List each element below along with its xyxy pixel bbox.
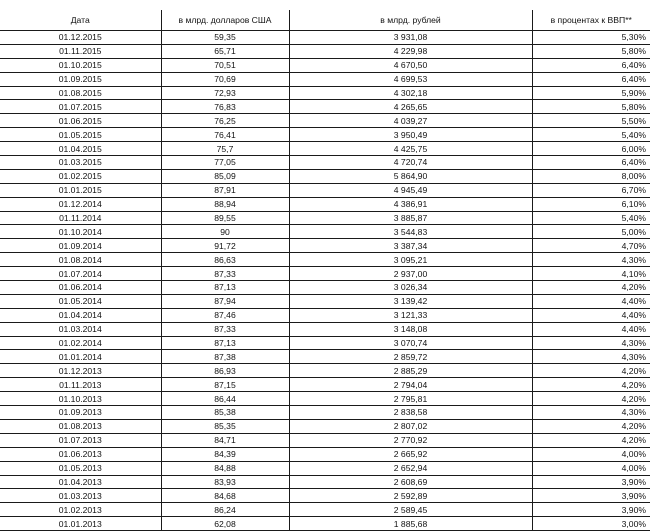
cell-date: 01.09.2015 [0, 72, 161, 86]
cell-usd: 89,55 [161, 211, 289, 225]
cell-gdp: 4,30% [532, 406, 650, 420]
table-row [0, 378, 650, 392]
cell-gdp: 4,20% [532, 419, 650, 433]
cell-rub: 4 386,91 [289, 197, 532, 211]
header-rub-billions: в млрд. рублей [289, 10, 532, 31]
table-row [0, 475, 650, 489]
cell-rub: 2 794,04 [289, 378, 532, 392]
table-row [0, 503, 650, 517]
cell-rub: 4 670,50 [289, 58, 532, 72]
cell-date: 01.03.2015 [0, 156, 161, 170]
table-row [0, 31, 650, 45]
cell-gdp: 6,40% [532, 58, 650, 72]
cell-gdp: 4,20% [532, 281, 650, 295]
cell-rub: 3 885,87 [289, 211, 532, 225]
cell-rub: 3 950,49 [289, 128, 532, 142]
cell-rub: 4 039,27 [289, 114, 532, 128]
cell-gdp: 6,10% [532, 197, 650, 211]
cell-usd: 85,35 [161, 419, 289, 433]
table-row [0, 433, 650, 447]
cell-rub: 3 148,08 [289, 322, 532, 336]
cell-date: 01.08.2015 [0, 86, 161, 100]
table-row [0, 156, 650, 170]
cell-rub: 2 592,89 [289, 489, 532, 503]
cell-gdp: 5,00% [532, 225, 650, 239]
cell-date: 01.12.2015 [0, 31, 161, 45]
cell-date: 01.02.2013 [0, 503, 161, 517]
table-row [0, 58, 650, 72]
cell-gdp: 5,40% [532, 128, 650, 142]
cell-date: 01.07.2014 [0, 267, 161, 281]
cell-gdp: 4,20% [532, 392, 650, 406]
cell-date: 01.01.2014 [0, 350, 161, 364]
cell-date: 01.05.2013 [0, 461, 161, 475]
cell-date: 01.09.2014 [0, 239, 161, 253]
cell-date: 01.06.2014 [0, 281, 161, 295]
cell-date: 01.01.2013 [0, 517, 161, 531]
cell-gdp: 4,30% [532, 350, 650, 364]
cell-usd: 65,71 [161, 44, 289, 58]
table-row [0, 72, 650, 86]
cell-date: 01.07.2013 [0, 433, 161, 447]
cell-rub: 4 229,98 [289, 44, 532, 58]
header-date: Дата [0, 10, 161, 31]
cell-date: 01.05.2015 [0, 128, 161, 142]
cell-rub: 2 937,00 [289, 267, 532, 281]
cell-gdp: 6,40% [532, 72, 650, 86]
table-row [0, 169, 650, 183]
cell-usd: 84,88 [161, 461, 289, 475]
cell-usd: 90 [161, 225, 289, 239]
header-row [0, 10, 650, 31]
cell-usd: 87,91 [161, 183, 289, 197]
cell-date: 01.10.2013 [0, 392, 161, 406]
cell-date: 01.02.2015 [0, 169, 161, 183]
cell-gdp: 3,90% [532, 489, 650, 503]
cell-usd: 62,08 [161, 517, 289, 531]
cell-gdp: 6,70% [532, 183, 650, 197]
table-row [0, 322, 650, 336]
table-row [0, 183, 650, 197]
cell-usd: 91,72 [161, 239, 289, 253]
cell-date: 01.09.2013 [0, 406, 161, 420]
cell-rub: 4 720,74 [289, 156, 532, 170]
cell-gdp: 4,70% [532, 239, 650, 253]
cell-usd: 75,7 [161, 142, 289, 156]
cell-date: 01.11.2015 [0, 44, 161, 58]
table-row [0, 114, 650, 128]
cell-usd: 76,25 [161, 114, 289, 128]
cell-gdp: 6,00% [532, 142, 650, 156]
cell-usd: 87,94 [161, 294, 289, 308]
cell-rub: 3 026,34 [289, 281, 532, 295]
cell-date: 01.03.2014 [0, 322, 161, 336]
cell-usd: 84,71 [161, 433, 289, 447]
table-row [0, 197, 650, 211]
cell-usd: 87,33 [161, 322, 289, 336]
cell-gdp: 5,40% [532, 211, 650, 225]
cell-usd: 77,05 [161, 156, 289, 170]
cell-date: 01.01.2015 [0, 183, 161, 197]
table-row [0, 86, 650, 100]
header-usd-billions: в млрд. долларов США [161, 10, 289, 31]
table-row [0, 239, 650, 253]
cell-gdp: 8,00% [532, 169, 650, 183]
cell-rub: 3 931,08 [289, 31, 532, 45]
cell-usd: 86,93 [161, 364, 289, 378]
cell-date: 01.04.2014 [0, 308, 161, 322]
cell-usd: 76,83 [161, 100, 289, 114]
table-row [0, 406, 650, 420]
table-row [0, 44, 650, 58]
cell-usd: 87,46 [161, 308, 289, 322]
cell-rub: 3 544,83 [289, 225, 532, 239]
cell-gdp: 5,80% [532, 100, 650, 114]
table-row [0, 461, 650, 475]
cell-usd: 86,24 [161, 503, 289, 517]
table-row [0, 308, 650, 322]
cell-rub: 3 387,34 [289, 239, 532, 253]
cell-gdp: 4,20% [532, 364, 650, 378]
cell-rub: 2 652,94 [289, 461, 532, 475]
cell-gdp: 5,80% [532, 44, 650, 58]
cell-usd: 86,63 [161, 253, 289, 267]
cell-date: 01.04.2015 [0, 142, 161, 156]
cell-usd: 84,68 [161, 489, 289, 503]
table-row [0, 447, 650, 461]
cell-usd: 88,94 [161, 197, 289, 211]
cell-rub: 2 795,81 [289, 392, 532, 406]
cell-date: 01.08.2014 [0, 253, 161, 267]
table-row [0, 489, 650, 503]
cell-gdp: 4,20% [532, 433, 650, 447]
cell-rub: 2 807,02 [289, 419, 532, 433]
cell-rub: 3 121,33 [289, 308, 532, 322]
cell-usd: 59,35 [161, 31, 289, 45]
cell-date: 01.02.2014 [0, 336, 161, 350]
cell-date: 01.08.2013 [0, 419, 161, 433]
cell-date: 01.11.2014 [0, 211, 161, 225]
cell-rub: 3 095,21 [289, 253, 532, 267]
table-row [0, 225, 650, 239]
cell-rub: 2 885,29 [289, 364, 532, 378]
cell-rub: 2 589,45 [289, 503, 532, 517]
table-row [0, 419, 650, 433]
cell-gdp: 4,10% [532, 267, 650, 281]
table-row [0, 253, 650, 267]
cell-rub: 3 139,42 [289, 294, 532, 308]
cell-rub: 4 265,65 [289, 100, 532, 114]
table-row [0, 336, 650, 350]
cell-date: 01.11.2013 [0, 378, 161, 392]
cell-date: 01.12.2013 [0, 364, 161, 378]
cell-rub: 2 838,58 [289, 406, 532, 420]
table-row [0, 350, 650, 364]
table-body [0, 31, 650, 531]
table-row [0, 100, 650, 114]
cell-date: 01.06.2015 [0, 114, 161, 128]
cell-rub: 2 770,92 [289, 433, 532, 447]
data-table [0, 10, 650, 531]
cell-date: 01.10.2015 [0, 58, 161, 72]
cell-usd: 87,13 [161, 281, 289, 295]
cell-usd: 85,38 [161, 406, 289, 420]
cell-usd: 83,93 [161, 475, 289, 489]
cell-gdp: 5,50% [532, 114, 650, 128]
cell-gdp: 5,30% [532, 31, 650, 45]
cell-rub: 4 302,18 [289, 86, 532, 100]
cell-gdp: 6,40% [532, 156, 650, 170]
cell-usd: 76,41 [161, 128, 289, 142]
table-row [0, 267, 650, 281]
table-row [0, 128, 650, 142]
cell-gdp: 4,20% [532, 378, 650, 392]
cell-gdp: 3,90% [532, 475, 650, 489]
cell-rub: 2 665,92 [289, 447, 532, 461]
table-row [0, 517, 650, 531]
cell-rub: 1 885,68 [289, 517, 532, 531]
table-row [0, 294, 650, 308]
cell-usd: 72,93 [161, 86, 289, 100]
cell-date: 01.10.2014 [0, 225, 161, 239]
cell-gdp: 4,40% [532, 322, 650, 336]
cell-gdp: 4,40% [532, 294, 650, 308]
cell-usd: 84,39 [161, 447, 289, 461]
cell-gdp: 4,30% [532, 253, 650, 267]
cell-usd: 87,15 [161, 378, 289, 392]
cell-rub: 4 945,49 [289, 183, 532, 197]
cell-gdp: 4,40% [532, 308, 650, 322]
table-row [0, 392, 650, 406]
cell-gdp: 3,00% [532, 517, 650, 531]
cell-date: 01.05.2014 [0, 294, 161, 308]
cell-gdp: 3,90% [532, 503, 650, 517]
cell-gdp: 4,00% [532, 447, 650, 461]
table-row [0, 364, 650, 378]
cell-usd: 87,33 [161, 267, 289, 281]
cell-rub: 4 699,53 [289, 72, 532, 86]
table-row [0, 142, 650, 156]
cell-gdp: 4,30% [532, 336, 650, 350]
cell-date: 01.12.2014 [0, 197, 161, 211]
cell-usd: 70,69 [161, 72, 289, 86]
cell-gdp: 5,90% [532, 86, 650, 100]
cell-date: 01.06.2013 [0, 447, 161, 461]
cell-usd: 86,44 [161, 392, 289, 406]
cell-rub: 5 864,90 [289, 169, 532, 183]
cell-rub: 4 425,75 [289, 142, 532, 156]
cell-usd: 70,51 [161, 58, 289, 72]
cell-rub: 2 608,69 [289, 475, 532, 489]
table-row [0, 211, 650, 225]
cell-usd: 85,09 [161, 169, 289, 183]
cell-rub: 2 859,72 [289, 350, 532, 364]
cell-gdp: 4,00% [532, 461, 650, 475]
cell-date: 01.07.2015 [0, 100, 161, 114]
table-row [0, 281, 650, 295]
header-gdp-percent: в процентах к ВВП** [532, 10, 650, 31]
table-header [0, 10, 650, 31]
cell-date: 01.03.2013 [0, 489, 161, 503]
cell-usd: 87,13 [161, 336, 289, 350]
cell-usd: 87,38 [161, 350, 289, 364]
cell-rub: 3 070,74 [289, 336, 532, 350]
cell-date: 01.04.2013 [0, 475, 161, 489]
